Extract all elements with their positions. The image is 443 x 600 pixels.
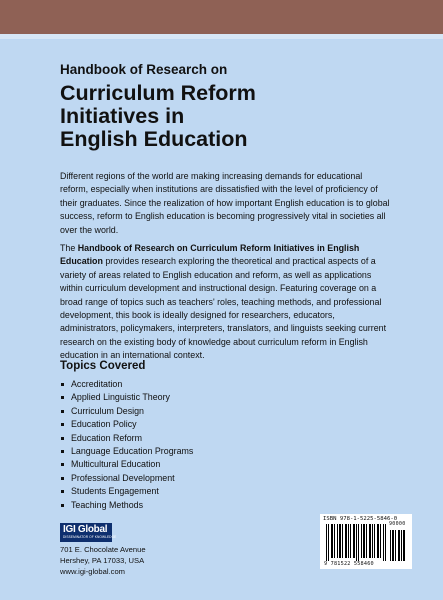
topic-item: Students Engagement [60,485,193,498]
para2-body: provides research exploring the theoretical and practical aspects of a variety of areas related to English education and reform, as well as applications within curriculum development and instructional design. Featuring coverage on a broad range of topics such as teachers' roles, teaching methods, and professional development, this book is ideally designed for researchers, educators, administrators, policymakers, interpreters, translators, and linguists seeking current research on the existing body of knowledge about curriculum reform in English education in an international context. [60,256,387,361]
description-paragraph-1: Different regions of the world are making increasing demands for educational reform, especially when institutions are dissatisfied with the level of proficiency of their graduates. Since the realization of how important English education is to global success, reform to English education is becoming progressively vital in societies all over the world. [60,171,390,235]
topics-list [60,378,193,512]
publisher-address [60,544,146,577]
topic-item: Education Policy [60,418,193,431]
barcode-digits: 9 781522 558460 [324,561,374,567]
title-line: Curriculum Reform [60,81,256,105]
book-title [60,82,390,151]
pre-title: Handbook of Research on [60,62,228,77]
title-line: English Education [60,127,248,151]
band-gutter [0,34,443,39]
topic-item: Teaching Methods [60,499,193,512]
topic-item: Curriculum Design [60,405,193,418]
topic-item: Accreditation [60,378,193,391]
topic-item: Multicultural Education [60,458,193,471]
para2-lead: The [60,243,78,253]
logo-name: IGI Global [63,524,108,535]
top-color-band [0,0,443,34]
address-line: Hershey, PA 17033, USA [60,556,145,565]
topic-item: Professional Development [60,472,193,485]
title-block [60,62,390,151]
isbn-text: ISBN 978-1-5225-5846-0 [323,516,398,522]
logo-tagline: DISSEMINATOR OF KNOWLEDGE [63,535,117,539]
topic-item: Applied Linguistic Theory [60,391,193,404]
barcode-icon [326,524,406,561]
description-paragraph-2 [60,242,390,363]
barcode-box [320,514,412,569]
title-line: Initiatives in [60,104,185,128]
topics-heading: Topics Covered [60,360,146,372]
topic-item: Education Reform [60,432,193,445]
publisher-website: www.igi-global.com [60,567,125,576]
address-line: 701 E. Chocolate Avenue [60,545,146,554]
para2-book-title: Handbook of Research on Curriculum Reform Initiatives in English Education [60,243,360,267]
topic-item: Language Education Programs [60,445,193,458]
barcode-addon: 90000 [389,521,406,527]
publisher-logo [60,523,117,542]
